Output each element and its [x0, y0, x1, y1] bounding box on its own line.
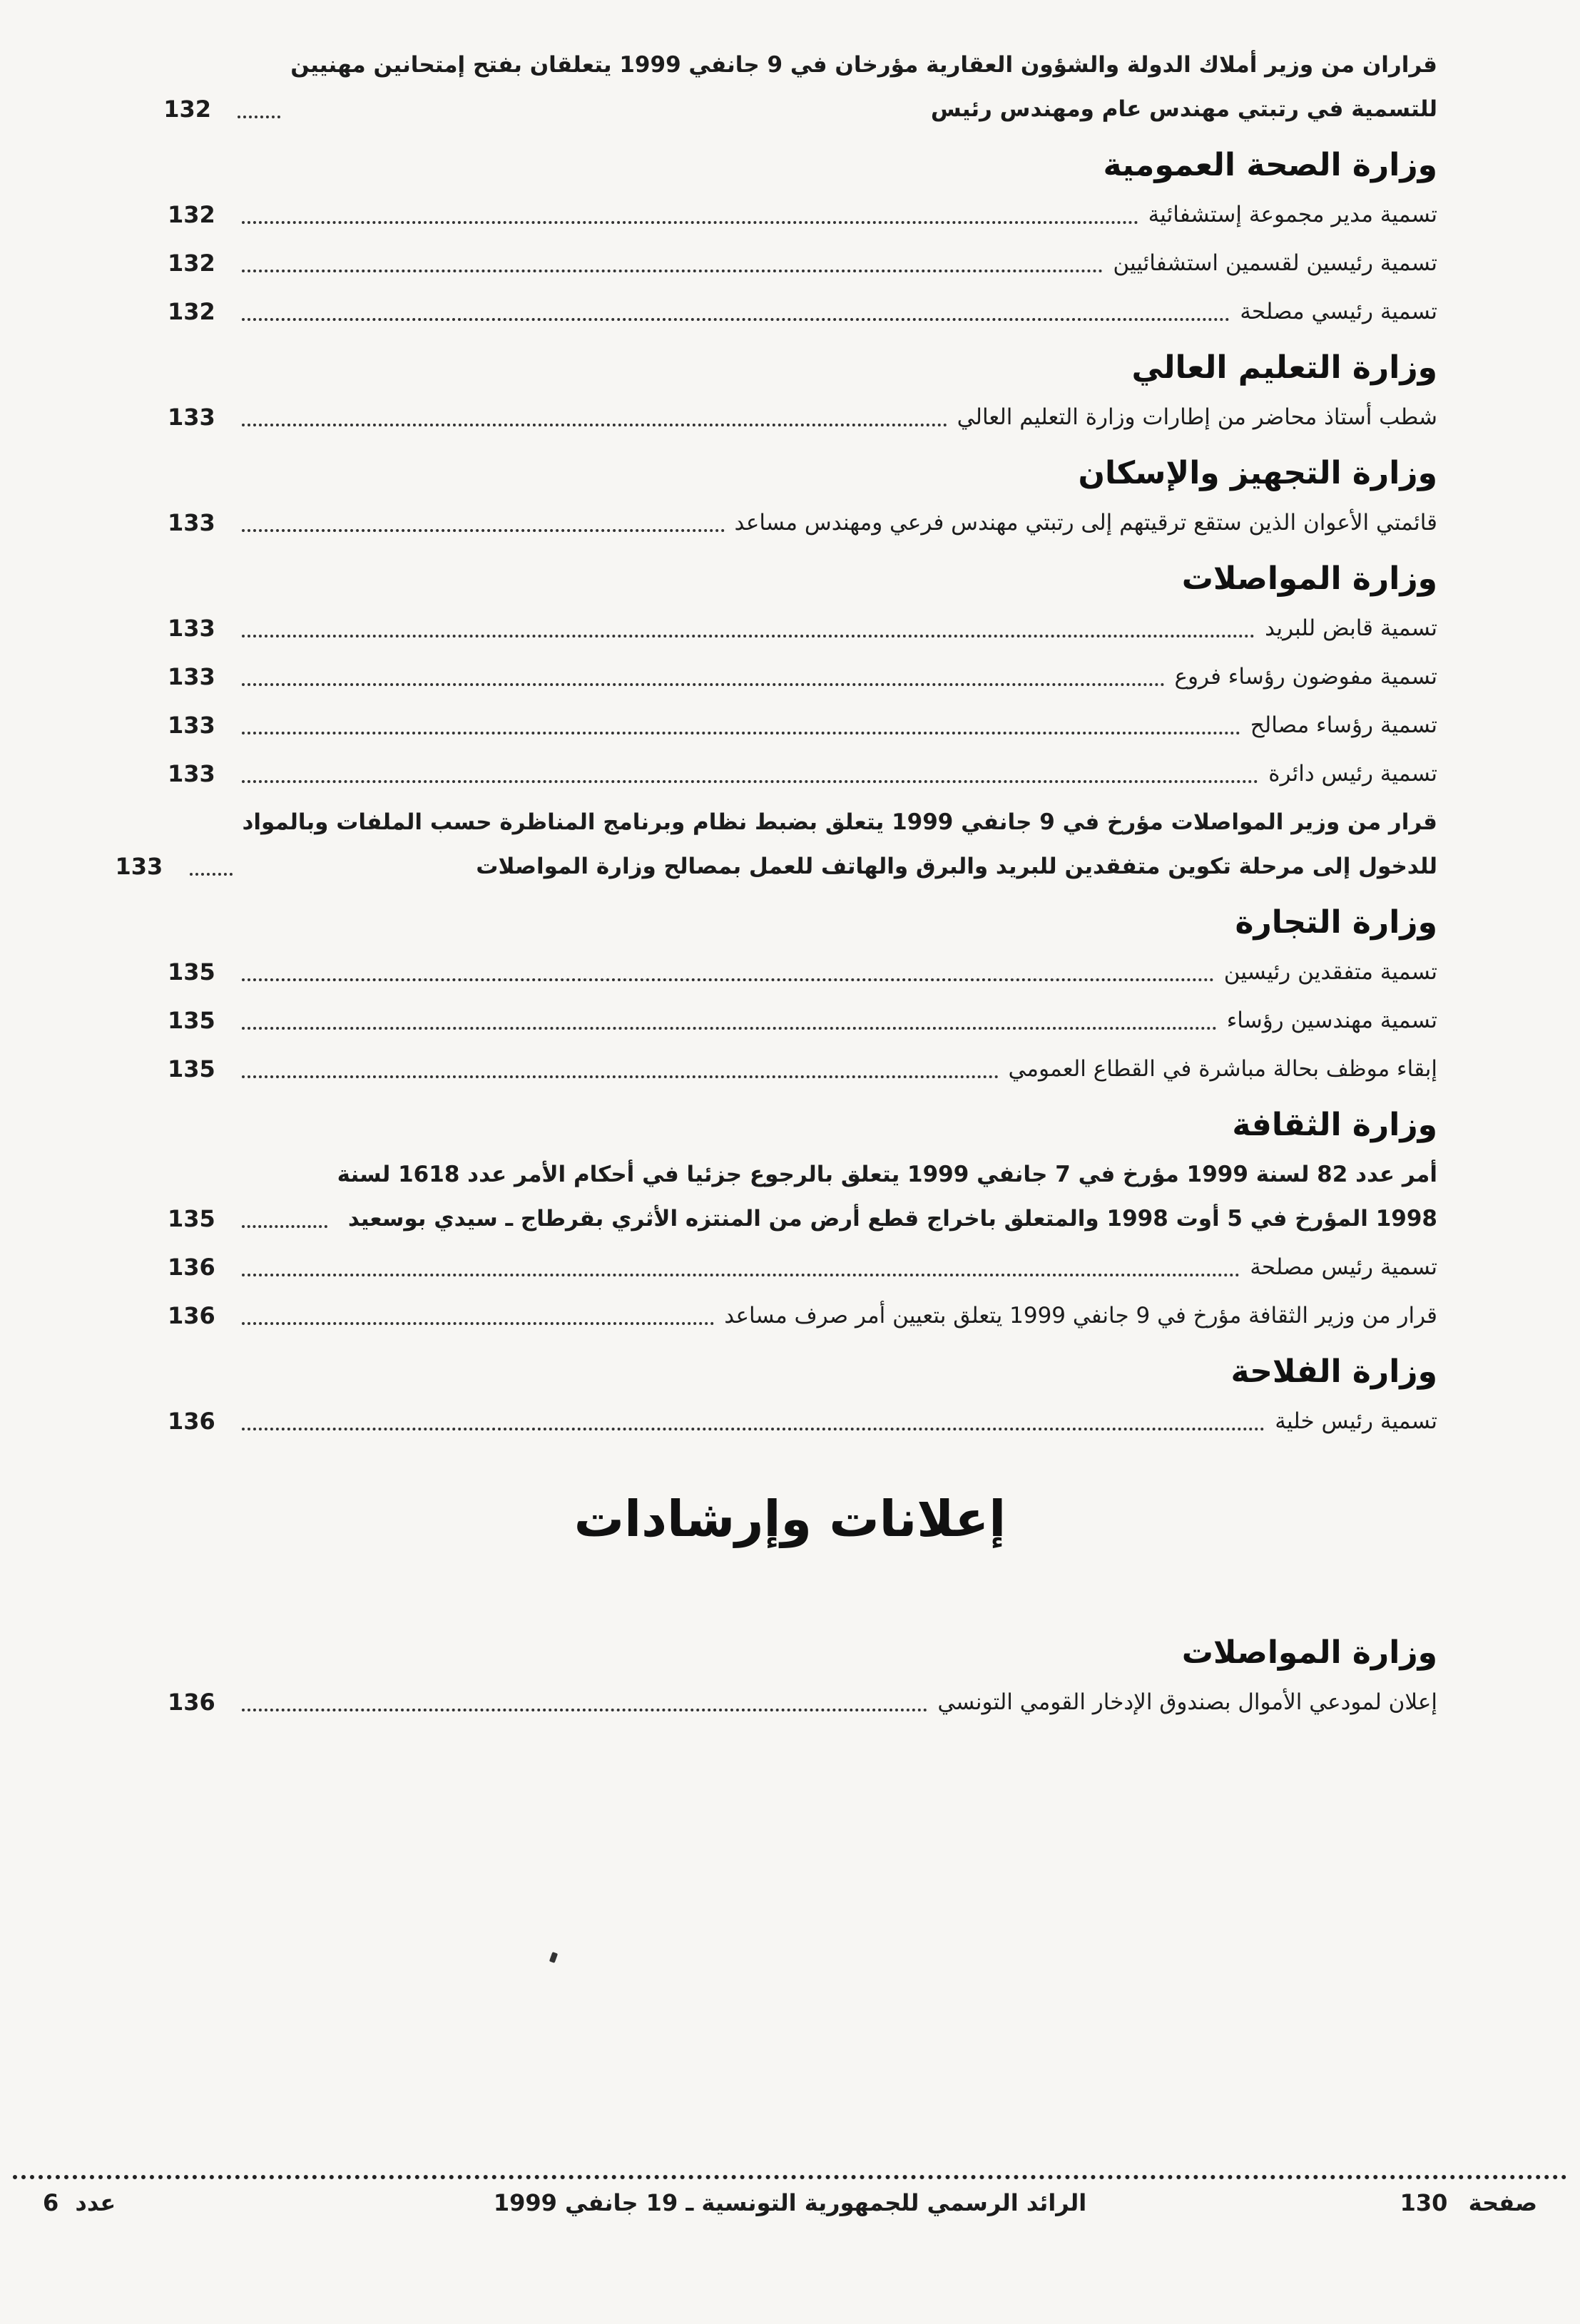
toc-entry-text [1235, 290, 1437, 334]
toc-page-number: 133 [168, 404, 215, 431]
toc-entry-text [333, 1152, 1437, 1241]
toc-page-number: 132 [163, 96, 212, 123]
toc-entry-text [286, 43, 1437, 131]
toc-entry [168, 241, 1437, 285]
toc-page-number: 133 [115, 853, 163, 880]
leader-dots [242, 978, 1214, 981]
toc-page-number: 136 [168, 1408, 215, 1435]
toc-page-number: 133 [168, 760, 215, 787]
toc-entry-text [1108, 241, 1437, 285]
toc-page-number: 133 [168, 509, 215, 536]
toc-page-number: 132 [168, 201, 215, 228]
leader-dots [242, 779, 1258, 783]
leader-dots [242, 220, 1138, 224]
toc-entry-line: تسمية رؤساء مصالح [1250, 712, 1437, 738]
leader-dots [242, 317, 1230, 321]
toc-entry-line: إبقاء موظف بحالة مباشرة في القطاع العمومي [1008, 1056, 1437, 1082]
leader-dots [242, 269, 1103, 272]
toc-entry-text [238, 800, 1438, 889]
toc-entry [168, 1047, 1437, 1091]
toc-entry-line: تسمية رئيس دائرة [1268, 761, 1437, 787]
toc-page-number: 135 [168, 1205, 215, 1232]
footer-issue [43, 2189, 116, 2216]
announcement-entry [168, 1680, 1437, 1724]
stray-ink-mark [549, 1952, 558, 1963]
leader-dots [238, 115, 280, 118]
ministry-heading: وزارة التعليم العالي [1131, 349, 1437, 386]
toc-entry [168, 606, 1437, 650]
announcement-entry-text: إعلان لمودعي الأموال بصندوق الإدخار القومي التونسي [937, 1689, 1437, 1715]
toc-entry-line: 1998 المؤرخ في 5 أوت 1998 والمتعلق باخراج قطع أرض من المنتزه الأثري بقرطاج ـ سيدي بوسعيد [347, 1206, 1437, 1232]
announcement-page-number: 136 [168, 1689, 215, 1716]
toc-entry-line: تسمية رئيس مصلحة [1250, 1254, 1437, 1280]
toc-entry-line: تسمية رئيسين لقسمين استشفائيين [1113, 250, 1437, 276]
toc-entry-text [1223, 998, 1437, 1043]
leader-dots [242, 528, 725, 532]
announcements-title: إعلانات وإرشادات [574, 1490, 1006, 1548]
ministry-heading: وزارة الصحة العمومية [1103, 147, 1437, 183]
toc-entry [168, 703, 1437, 747]
leader-dots [242, 1075, 999, 1078]
ministry-section [168, 452, 1437, 545]
leader-dots [242, 682, 1165, 686]
toc-entry [168, 655, 1437, 699]
toc-entry-text [953, 395, 1437, 439]
toc-entry-line: أمر عدد 82 لسنة 1999 مؤرخ في 7 جانفي 1999 يتعلق بالرجوع جزئيا في أحكام الأمر عدد 1618 لسنة [337, 1162, 1437, 1187]
toc-entry-line: قائمتي الأعوان الذين ستقع ترقيتهم إلى رتبتي مهندس فرعي ومهندس مساعد [734, 510, 1437, 536]
footer-issue-number: 6 [43, 2189, 59, 2216]
toc-entry-line: قراران من وزير أملاك الدولة والشؤون العقارية مؤرخان في 9 جانفي 1999 يتعلقان بفتح إمتحانين مهنيين [290, 52, 1437, 78]
toc-entry-text [730, 501, 1437, 545]
toc-page-number: 133 [168, 712, 215, 739]
toc-entry-line: للدخول إلى مرحلة تكوين متفقدين للبريد والبرق والهاتف للعمل بمصالح وزارة المواصلات [476, 854, 1437, 879]
footer-page-label: صفحة [1468, 2189, 1537, 2216]
leader-dots [242, 1273, 1240, 1276]
toc-entry-text [1144, 193, 1437, 237]
announcements-ministry-heading: وزارة المواصلات [1181, 1634, 1437, 1671]
toc-entry [168, 950, 1437, 994]
toc-entry [168, 998, 1437, 1043]
toc-entry-text [1246, 703, 1437, 747]
toc-entry-text [1264, 752, 1437, 796]
toc-entry [168, 752, 1437, 796]
footer-divider [13, 2175, 1567, 2179]
toc-entry-text [1270, 1399, 1437, 1443]
toc-entry [168, 1294, 1437, 1338]
leader-dots [242, 1224, 327, 1228]
toc-entry-line: قرار من وزير المواصلات مؤرخ في 9 جانفي 1999 يتعلق بضبط نظام وبرنامج المناظرة حسب الملفات وبالمواد [242, 809, 1437, 835]
page-footer [43, 2189, 1537, 2232]
toc-entry-text [1220, 950, 1437, 994]
announcements-section [168, 1619, 1437, 1729]
toc-entry-line: تسمية مدير مجموعة إستشفائية [1148, 202, 1437, 227]
toc-entry-line: تسمية مهندسين رؤساء [1226, 1008, 1437, 1033]
ministry-heading: وزارة المواصلات [1181, 560, 1437, 597]
leader-dots [242, 1321, 714, 1325]
ministry-heading: وزارة الفلاحة [1230, 1353, 1437, 1390]
footer-issue-label: عدد [75, 2189, 116, 2216]
toc-entry-line: تسمية رئيس خلية [1275, 1408, 1437, 1434]
toc-entry [168, 1152, 1437, 1241]
toc-page-number: 136 [168, 1254, 215, 1281]
toc-page-number: 132 [168, 250, 215, 277]
leader-dots [190, 872, 233, 876]
leader-dots [242, 731, 1240, 734]
toc-page-number: 132 [168, 298, 215, 325]
ministry-heading: وزارة التجارة [1235, 904, 1437, 941]
toc-entry [168, 1245, 1437, 1289]
ministry-section [168, 901, 1437, 1091]
ministry-heading: وزارة التجهيز والإسكان [1078, 455, 1437, 491]
leader-dots [242, 634, 1255, 638]
toc-entry-line: شطب أستاذ محاضر من إطارات وزارة التعليم العالي [957, 404, 1437, 430]
toc-entry-text [1171, 655, 1437, 699]
toc-entry-line: تسمية رئيسي مصلحة [1240, 299, 1437, 324]
toc-entry [168, 1399, 1437, 1443]
toc-page-number: 136 [168, 1302, 215, 1329]
toc-entry-line: للتسمية في رتبتي مهندس عام ومهندس رئيس [930, 96, 1437, 122]
toc-entry-text [1260, 606, 1437, 650]
toc-entry [115, 800, 1437, 889]
ministry-section [115, 558, 1437, 889]
table-of-contents [115, 43, 1437, 1448]
toc-entry [163, 43, 1437, 131]
toc-entry [168, 193, 1437, 237]
toc-entry [168, 290, 1437, 334]
toc-entry-text [1245, 1245, 1437, 1289]
toc-entry-text [720, 1294, 1437, 1338]
ministry-section [163, 43, 1437, 131]
toc-entry-line: تسمية قابض للبريد [1265, 615, 1437, 641]
toc-page-number: 135 [168, 1007, 215, 1034]
leader-dots [242, 1026, 1217, 1030]
ministry-section [168, 1351, 1437, 1443]
toc-page-number: 133 [168, 663, 215, 690]
ministry-section [168, 1104, 1437, 1338]
ministry-heading: وزارة الثقافة [1232, 1107, 1437, 1143]
toc-page-number: 133 [168, 615, 215, 642]
toc-entry-text [1004, 1047, 1438, 1091]
toc-entry-line: تسمية متفقدين رئيسين [1223, 959, 1437, 985]
toc-entry [168, 501, 1437, 545]
toc-page-number: 135 [168, 958, 215, 986]
toc-entry [168, 395, 1437, 439]
toc-page-number: 135 [168, 1055, 215, 1082]
leader-dots [242, 1427, 1265, 1430]
toc-entry-line: قرار من وزير الثقافة مؤرخ في 9 جانفي 1999 يتعلق بتعيين أمر صرف مساعد [724, 1303, 1437, 1329]
leader-dots [242, 423, 947, 426]
ministry-section [168, 144, 1437, 334]
leader-dots [242, 1708, 927, 1711]
toc-entry-line: تسمية مفوضون رؤساء فروع [1174, 664, 1437, 690]
ministry-section [168, 347, 1437, 439]
footer-journal-title: الرائد الرسمي للجمهورية التونسية ـ 19 جانفي 1999 [493, 2189, 1087, 2216]
footer-page-number: 130 [1400, 2189, 1448, 2216]
